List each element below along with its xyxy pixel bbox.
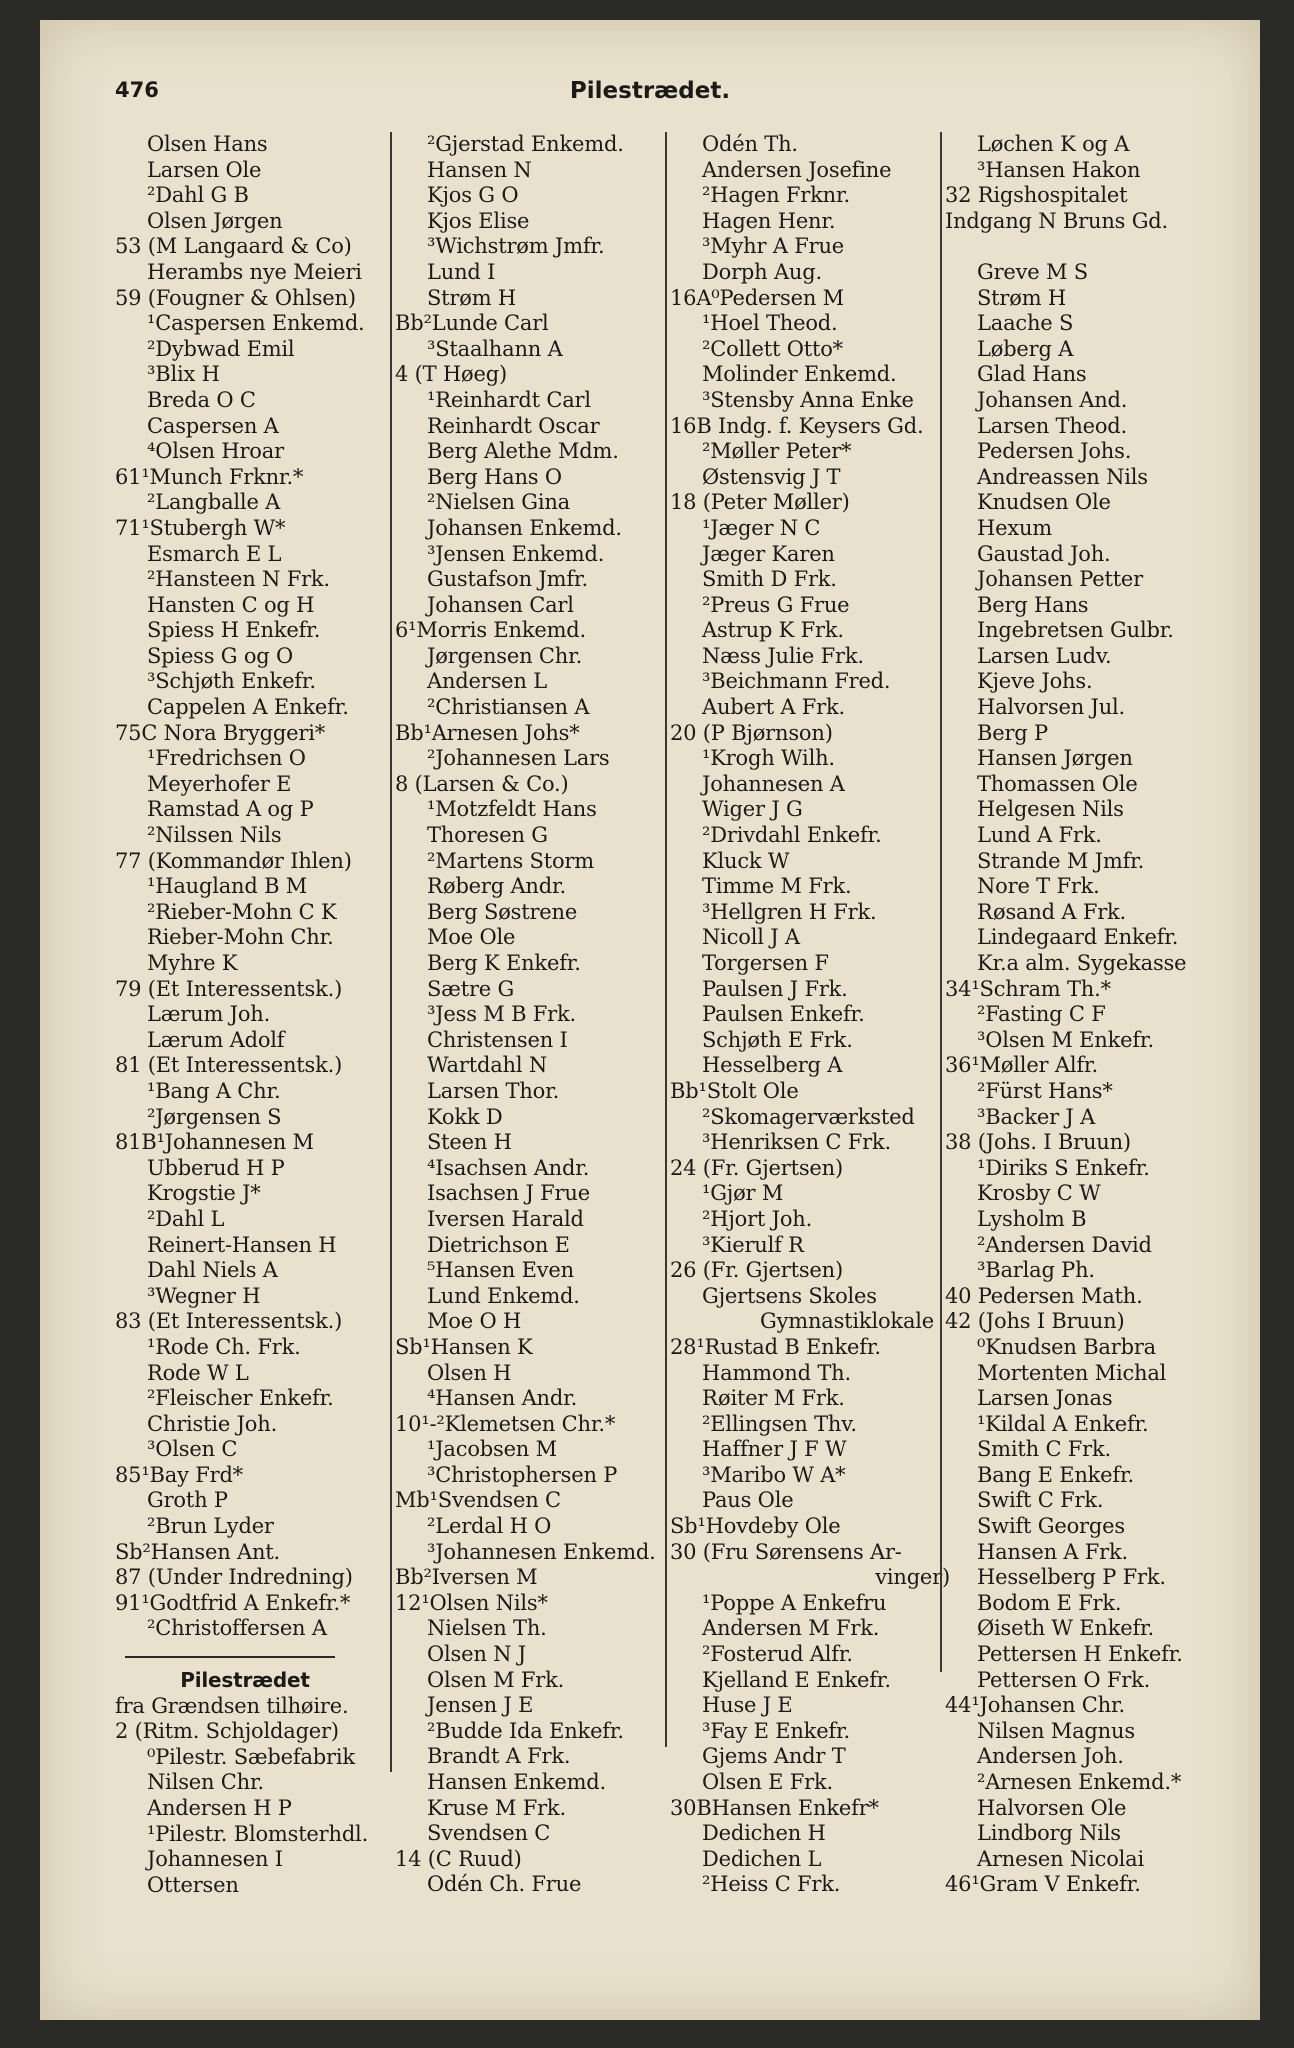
directory-entry: ³Hansen Hakon <box>977 157 1141 182</box>
directory-entry: Esmarch E L <box>147 541 282 566</box>
directory-entry: ³Fay E Enkefr. <box>702 1718 851 1743</box>
directory-entry: 42 (Johs I Bruun) <box>945 1309 1125 1334</box>
directory-entry: fra Grændsen tilhøire. <box>115 1693 349 1718</box>
directory-entry: 8 (Larsen & Co.) <box>395 771 569 796</box>
directory-entry: 20 (P Bjørnson) <box>670 720 833 745</box>
directory-entry: Kr.a alm. Sygekasse <box>977 951 1187 975</box>
directory-entry: 34¹Schram Th.* <box>945 976 1111 1001</box>
directory-entry: Dorph Aug. <box>702 259 822 284</box>
directory-entry: Lysholm B <box>977 1206 1087 1231</box>
directory-entry: Pedersen Johs. <box>977 439 1132 464</box>
column-2 <box>395 132 675 1898</box>
directory-entry: ²Fleischer Enkefr. <box>147 1386 334 1411</box>
directory-entry: 46¹Gram V Enkefr. <box>945 1872 1141 1897</box>
directory-entry: ²Hagen Frknr. <box>702 183 850 208</box>
directory-entry <box>945 234 1245 260</box>
directory-entry: Gustafson Jmfr. <box>427 567 588 592</box>
directory-entry: ²Nielsen Gina <box>427 490 570 515</box>
directory-entry: ²Brun Lyder <box>147 1514 274 1539</box>
directory-entry: Lindegaard Enkefr. <box>977 925 1179 950</box>
directory-entry: Aubert A Frk. <box>702 695 845 720</box>
directory-entry: Thoresen G <box>427 823 548 848</box>
directory-entry: Lindborg Nils <box>977 1821 1121 1846</box>
directory-entry: Hammond Th. <box>702 1360 851 1385</box>
directory-entry: Wartdahl N <box>427 1053 548 1078</box>
directory-entry: Sætre G <box>427 976 515 1001</box>
directory-entry: 2 (Ritm. Schjoldager) <box>115 1719 339 1744</box>
directory-entry: ³Jess M B Frk. <box>427 1002 576 1027</box>
directory-entry: Gymnastiklokale <box>760 1309 935 1334</box>
directory-entry: 36¹Møller Alfr. <box>945 1053 1098 1078</box>
directory-entry: Gjems Andr T <box>702 1744 846 1769</box>
directory-entry: ²Møller Peter* <box>702 439 852 464</box>
directory-entry: 75C Nora Bryggeri* <box>115 720 326 745</box>
section-divider <box>125 1656 335 1658</box>
directory-entry: Bb²Iversen M <box>395 1565 538 1590</box>
directory-entry: ³Wegner H <box>147 1283 261 1308</box>
directory-entry: Andreassen Nils <box>977 464 1148 489</box>
directory-entry: Larsen Thor. <box>427 1078 560 1103</box>
directory-entry: Olsen M Frk. <box>427 1667 565 1692</box>
directory-entry: Wiger J G <box>702 797 803 822</box>
directory-entry: Dietrichson E <box>427 1232 570 1257</box>
column-3 <box>670 132 950 1898</box>
directory-entry: Hansen Jørgen <box>977 746 1133 771</box>
directory-entry: ¹Rode Ch. Frk. <box>147 1334 301 1359</box>
directory-entry: Helgesen Nils <box>977 797 1124 822</box>
directory-entry: ³Johannesen Enkemd. <box>427 1539 656 1564</box>
directory-entry: Groth P <box>147 1488 228 1513</box>
directory-entry: Bang E Enkefr. <box>977 1462 1134 1487</box>
directory-entry: Arnesen Nicolai <box>977 1846 1145 1871</box>
directory-entry: ²Jørgensen S <box>147 1104 282 1129</box>
directory-entry: Nicoll J A <box>702 925 800 950</box>
directory-entry: Nielsen Th. <box>427 1616 547 1641</box>
directory-entry: ²Andersen David <box>977 1232 1152 1257</box>
directory-entry: Berg Hans O <box>427 464 562 489</box>
directory-entry: ⁰Knudsen Barbra <box>977 1334 1156 1359</box>
directory-entry: Astrup K Frk. <box>702 618 844 643</box>
directory-entry: Johansen Carl <box>427 592 574 617</box>
directory-entry: Schjøth E Frk. <box>702 1027 853 1052</box>
directory-entry: ⁵Hansen Even <box>427 1258 574 1283</box>
directory-entry: ³Kierulf R <box>702 1232 804 1257</box>
directory-entry: ⁴Olsen Hroar <box>147 439 284 464</box>
directory-entry: ³Olsen C <box>147 1437 238 1462</box>
directory-entry: Rode W L <box>147 1360 249 1385</box>
directory-entry: ³Wichstrøm Jmfr. <box>427 234 605 259</box>
directory-entry: Laache S <box>977 311 1074 336</box>
directory-entry: Spiess H Enkefr. <box>147 618 321 643</box>
directory-entry: ²Drivdahl Enkefr. <box>702 823 882 848</box>
directory-entry: Molinder Enkemd. <box>702 362 897 387</box>
directory-entry: Ramstad A og P <box>147 797 314 822</box>
directory-entry: ¹Gjør M <box>702 1181 784 1206</box>
directory-entry: ¹Reinhardt Carl <box>427 387 591 412</box>
directory-entry: ²Heiss C Frk. <box>702 1872 841 1897</box>
directory-entry: 24 (Fr. Gjertsen) <box>670 1155 843 1180</box>
directory-entry: Olsen N J <box>427 1642 527 1667</box>
directory-entry: ⁴Isachsen Andr. <box>427 1155 590 1180</box>
directory-entry: Gjertsens Skoles <box>702 1283 877 1308</box>
directory-entry: Ottersen <box>147 1872 239 1897</box>
directory-entry: Olsen Hans <box>147 132 268 156</box>
directory-entry: ¹Kildal A Enkefr. <box>977 1411 1149 1436</box>
directory-entry: Johannesen A <box>702 771 845 796</box>
directory-entry: Timme M Frk. <box>702 874 852 899</box>
directory-entry: 30 (Fru Sørensens Ar- <box>670 1539 902 1564</box>
directory-entry: ²Rieber-Mohn C K <box>147 899 337 924</box>
directory-entry: ²Dybwad Emil <box>147 336 295 361</box>
directory-entry: Caspersen A <box>147 413 279 438</box>
page-number: 476 <box>115 78 159 102</box>
directory-entry: ¹Krogh Wilh. <box>702 746 835 771</box>
directory-entry: 10¹-²Klemetsen Chr.* <box>395 1411 616 1436</box>
directory-entry: 16B Indg. f. Keysers Gd. <box>670 413 924 438</box>
directory-entry: Bodom E Frk. <box>977 1590 1122 1615</box>
directory-entry: 71¹Stubergh W* <box>115 515 286 540</box>
directory-entry: 40 Pedersen Math. <box>945 1283 1143 1308</box>
directory-entry: 61¹Munch Frknr.* <box>115 464 304 489</box>
directory-entry: ¹Pilestr. Blomsterhdl. <box>147 1821 369 1846</box>
directory-entry: ⁰Pilestr. Sæbefabrik <box>147 1744 355 1769</box>
directory-entry: 32 Rigshospitalet <box>945 183 1128 208</box>
directory-entry: 28¹Rustad B Enkefr. <box>670 1334 881 1359</box>
directory-entry: Smith D Frk. <box>702 567 837 592</box>
directory-entry: Nore T Frk. <box>977 874 1100 899</box>
directory-entry: Andersen Josefine <box>702 157 892 182</box>
directory-entry: 53 (M Langaard & Co) <box>115 234 352 259</box>
directory-entry: Berg Alethe Mdm. <box>427 439 619 464</box>
directory-entry: Røberg Andr. <box>427 874 567 899</box>
directory-entry: Paulsen J Frk. <box>702 976 848 1001</box>
directory-entry: ¹Caspersen Enkemd. <box>147 311 365 336</box>
directory-entry: ²Lerdal H O <box>427 1514 552 1539</box>
directory-entry: Torgersen F <box>702 951 829 975</box>
directory-entry: Christie Joh. <box>147 1411 278 1436</box>
directory-entry: Kjos Elise <box>427 208 530 233</box>
directory-entry: ³Hellgren H Frk. <box>702 899 877 924</box>
directory-entry: Reinert-Hansen H <box>147 1232 337 1257</box>
directory-entry: Kjos G O <box>427 183 519 208</box>
directory-entry: ²Fosterud Alfr. <box>702 1642 853 1667</box>
directory-entry: Bb¹Arnesen Johs* <box>395 720 580 745</box>
column-1 <box>115 132 395 1898</box>
directory-entry: Krogstie J* <box>147 1181 261 1206</box>
directory-entry: ²Christiansen A <box>427 695 590 720</box>
directory-entry: Halvorsen Ole <box>977 1795 1127 1820</box>
directory-entry: ³Christophersen P <box>427 1462 618 1487</box>
directory-entry: ²Hjort Joh. <box>702 1206 813 1231</box>
column-divider <box>940 132 942 1672</box>
directory-entry: Johansen And. <box>977 387 1128 412</box>
directory-entry: Johansen Petter <box>977 567 1143 592</box>
directory-entry: Moe Ole <box>427 925 516 950</box>
directory-entry: Berg K Enkefr. <box>427 951 581 975</box>
directory-entry: Smith C Frk. <box>977 1437 1112 1462</box>
directory-entry: Berg P <box>977 720 1048 745</box>
directory-entry: Hansen Enkemd. <box>427 1770 607 1794</box>
directory-entry: Ingebretsen Gulbr. <box>977 618 1174 643</box>
directory-entry: Johannesen I <box>147 1847 283 1872</box>
directory-entry: Andersen Joh. <box>977 1744 1124 1769</box>
directory-entry: ¹Bang A Chr. <box>147 1078 281 1103</box>
directory-entry: Swift C Frk. <box>977 1488 1104 1513</box>
directory-entry: ²Fasting C F <box>977 1002 1106 1027</box>
directory-entry: Haffner J F W <box>702 1437 847 1462</box>
directory-entry: ²Martens Storm <box>427 848 594 873</box>
directory-entry: Johansen Enkemd. <box>427 515 622 540</box>
directory-entry: Thomassen Ole <box>977 771 1138 796</box>
directory-entry: Nilsen Chr. <box>147 1770 265 1795</box>
directory-entry: ²Collett Otto* <box>702 336 843 361</box>
directory-entry: Larsen Jonas <box>977 1386 1113 1411</box>
directory-entry: ²Johannesen Lars <box>427 746 610 771</box>
directory-entry: ¹Fredrichsen O <box>147 746 306 771</box>
directory-entry: 4 (T Høeg) <box>395 362 507 387</box>
directory-entry: ³Maribo W A* <box>702 1462 846 1487</box>
directory-entry: Larsen Ludv. <box>977 643 1112 668</box>
directory-entry: Kluck W <box>702 848 790 873</box>
directory-entry: 91¹Godtfrid A Enkefr.* <box>115 1590 351 1615</box>
directory-entry: Reinhardt Oscar <box>427 413 600 438</box>
section-heading: Pilestrædet <box>180 1668 310 1693</box>
directory-entry: ²Dahl G B <box>147 183 249 208</box>
column-divider <box>390 132 392 1772</box>
directory-entry: Paus Ole <box>702 1488 794 1513</box>
directory-entry: ²Christoffersen A <box>147 1616 327 1641</box>
directory-entry: Breda O C <box>147 387 256 412</box>
directory-entry: Kjeve Johs. <box>977 669 1093 694</box>
directory-entry: Sb¹Hovdeby Ole <box>670 1514 841 1539</box>
directory-entry: Olsen Jørgen <box>147 208 283 233</box>
directory-entry: Røsand A Frk. <box>977 899 1127 924</box>
directory-entry: Indgang N Bruns Gd. <box>945 208 1168 233</box>
directory-entry: ¹Poppe A Enkefru <box>702 1590 887 1615</box>
directory-entry: Østensvig J T <box>702 464 841 489</box>
directory-entry: Dahl Niels A <box>147 1258 278 1283</box>
directory-entry: Hansen A Frk. <box>977 1539 1129 1564</box>
directory-entry: Øiseth W Enkefr. <box>977 1616 1155 1641</box>
directory-entry: 85¹Bay Frd* <box>115 1462 243 1487</box>
column-divider <box>665 132 667 1747</box>
directory-entry: Odén Ch. Frue <box>427 1872 582 1897</box>
directory-entry: Swift Georges <box>977 1514 1125 1539</box>
directory-entry: 44¹Johansen Chr. <box>945 1693 1125 1718</box>
directory-entry: ²Fürst Hans* <box>977 1078 1113 1103</box>
directory-entry: Andersen H P <box>147 1796 292 1820</box>
directory-entry: 81 (Et Interessentsk.) <box>115 1053 343 1078</box>
directory-entry: Løberg A <box>977 336 1074 361</box>
directory-entry: Larsen Theod. <box>977 413 1128 438</box>
directory-entry: Mb¹Svendsen C <box>395 1488 561 1513</box>
directory-entry: Pettersen H Enkefr. <box>977 1642 1183 1667</box>
directory-entry: Bb²Lunde Carl <box>395 311 549 336</box>
directory-entry: Christensen I <box>427 1027 568 1052</box>
directory-entry: ¹Jacobsen M <box>427 1437 557 1462</box>
directory-entry: Steen H <box>427 1130 512 1155</box>
directory-entry: Dedichen L <box>702 1846 822 1871</box>
directory-entry: Hesselberg A <box>702 1053 843 1078</box>
directory-entry: Lund Enkemd. <box>427 1283 580 1308</box>
directory-entry: Svendsen C <box>427 1821 551 1846</box>
directory-entry: ¹Haugland B M <box>147 874 308 899</box>
directory-entry: ²Preus G Frue <box>702 592 850 617</box>
directory-entry: ¹Jæger N C <box>702 515 821 540</box>
directory-entry: Olsen H <box>427 1360 512 1385</box>
directory-entry: ³Stensby Anna Enke <box>702 387 914 412</box>
directory-entry: ²Gjerstad Enkemd. <box>427 132 624 156</box>
directory-entry: ³Blix H <box>147 362 220 387</box>
directory-entry: ³Backer J A <box>977 1104 1096 1129</box>
page-header <box>40 78 1260 118</box>
directory-entry: Kokk D <box>427 1104 503 1129</box>
directory-entry: Lærum Joh. <box>147 1002 271 1027</box>
directory-entry: Lærum Adolf <box>147 1027 285 1052</box>
directory-entry: ²Arnesen Enkemd.* <box>977 1770 1182 1794</box>
directory-entry: vinger) <box>875 1565 950 1590</box>
directory-entry: 26 (Fr. Gjertsen) <box>670 1258 843 1283</box>
directory-entry: Strande M Jmfr. <box>977 848 1145 873</box>
directory-entry: Sb¹Hansen K <box>395 1334 533 1359</box>
directory-entry: Myhre K <box>147 951 238 975</box>
directory-entry: ³Henriksen C Frk. <box>702 1130 891 1155</box>
directory-entry: 18 (Peter Møller) <box>670 490 850 515</box>
directory-entry: Jørgensen Chr. <box>427 643 583 668</box>
directory-entry: ¹Hoel Theod. <box>702 311 838 336</box>
directory-entry: ²Skomagerværksted <box>702 1104 915 1129</box>
directory-entry: 12¹Olsen Nils* <box>395 1590 548 1615</box>
directory-entry: Odén Th. <box>702 132 798 156</box>
directory-entry: Paulsen Enkefr. <box>702 1002 865 1027</box>
directory-entry: ³Beichmann Fred. <box>702 669 891 694</box>
directory-entry: ³Schjøth Enkefr. <box>147 669 316 694</box>
directory-entry: Olsen E Frk. <box>702 1770 833 1794</box>
directory-entry: Meyerhofer E <box>147 771 292 796</box>
directory-entry: Glad Hans <box>977 362 1087 387</box>
directory-entry: Pettersen O Frk. <box>977 1667 1151 1692</box>
directory-entry: Dedichen H <box>702 1821 826 1846</box>
directory-entry: 83 (Et Interessentsk.) <box>115 1309 343 1334</box>
directory-entry: ³Staalhann A <box>427 336 563 361</box>
directory-entry: ³Olsen M Enkefr. <box>977 1027 1154 1052</box>
directory-entry: 87 (Under Indredning) <box>115 1565 353 1590</box>
directory-entry: Lund I <box>427 259 496 284</box>
directory-entry: Strøm H <box>977 285 1067 310</box>
directory-entry: ²Langballe A <box>147 490 281 515</box>
directory-entry: ¹Diriks S Enkefr. <box>977 1155 1150 1180</box>
directory-entry: Næss Julie Frk. <box>702 643 864 668</box>
directory-entry: ⁴Hansen Andr. <box>427 1386 578 1411</box>
directory-entry: ²Ellingsen Thv. <box>702 1411 857 1436</box>
directory-entry: Mortenten Michal <box>977 1360 1167 1385</box>
directory-entry: Larsen Ole <box>147 157 262 182</box>
directory-entry: Moe O H <box>427 1309 522 1334</box>
directory-entry: ²Hansteen N Frk. <box>147 567 330 592</box>
directory-entry: 38 (Johs. I Bruun) <box>945 1130 1131 1155</box>
directory-entry: 14 (C Ruud) <box>395 1846 522 1871</box>
directory-entry: Røiter M Frk. <box>702 1386 845 1411</box>
directory-entry: Spiess G og O <box>147 643 294 668</box>
directory-entry: Isachsen J Frue <box>427 1181 590 1206</box>
directory-entry: Hansten C og H <box>147 592 315 617</box>
directory-entry: Gaustad Joh. <box>977 541 1111 566</box>
directory-entry: Huse J E <box>702 1693 793 1718</box>
directory-entry: Nilsen Magnus <box>977 1718 1135 1743</box>
directory-entry: Halvorsen Jul. <box>977 695 1126 720</box>
directory-entry: 16A⁰Pedersen M <box>670 285 844 310</box>
directory-entry: Rieber-Mohn Chr. <box>147 925 334 950</box>
directory-entry: Hansen N <box>427 157 532 182</box>
column-4 <box>945 132 1245 1898</box>
directory-entry: Lund A Frk. <box>977 823 1102 848</box>
directory-page <box>40 20 1260 2020</box>
directory-entry: 79 (Et Interessentsk.) <box>115 976 343 1001</box>
directory-entry: 6¹Morris Enkemd. <box>395 618 587 643</box>
directory-entry: Sb²Hansen Ant. <box>115 1539 281 1564</box>
directory-entry: Knudsen Ole <box>977 490 1111 515</box>
directory-entry: Hesselberg P Frk. <box>977 1565 1166 1590</box>
directory-entry: Kjelland E Enkefr. <box>702 1667 891 1692</box>
directory-entry: ³Jensen Enkemd. <box>427 541 605 566</box>
directory-entry: ²Dahl L <box>147 1206 225 1231</box>
directory-entry: Kruse M Frk. <box>427 1795 566 1820</box>
directory-entry: Løchen K og A <box>977 132 1130 156</box>
directory-entry: Jensen J E <box>427 1693 534 1718</box>
directory-entry: ¹Motzfeldt Hans <box>427 797 597 822</box>
directory-entry: Greve M S <box>977 259 1088 284</box>
directory-entry: Brandt A Frk. <box>427 1744 571 1769</box>
directory-entry: 81B¹Johannesen M <box>115 1130 314 1155</box>
directory-entry: Berg Hans <box>977 592 1089 617</box>
directory-entry: Iversen Harald <box>427 1206 584 1231</box>
directory-entry: 59 (Fougner & Ohlsen) <box>115 285 356 310</box>
directory-entry: Strøm H <box>427 285 517 310</box>
directory-entry: Hexum <box>977 515 1053 540</box>
directory-entry: Cappelen A Enkefr. <box>147 695 349 720</box>
directory-entry: ²Budde Ida Enkefr. <box>427 1718 624 1743</box>
directory-entry: 30BHansen Enkefr* <box>670 1795 879 1820</box>
directory-entry: Bb¹Stolt Ole <box>670 1078 799 1103</box>
directory-entry: ²Nilssen Nils <box>147 823 282 848</box>
page-title: Pilestrædet. <box>569 78 731 104</box>
directory-entry: Herambs nye Meieri <box>147 259 362 284</box>
directory-entry: 77 (Kommandør Ihlen) <box>115 848 352 873</box>
directory-entry: Ubberud H P <box>147 1155 285 1180</box>
directory-entry: Hagen Henr. <box>702 208 836 233</box>
directory-entry: Andersen L <box>427 669 547 694</box>
directory-entry: Berg Søstrene <box>427 899 578 924</box>
directory-entry: Krosby C W <box>977 1181 1101 1206</box>
directory-entry: ³Myhr A Frue <box>702 234 845 259</box>
directory-entry: ³Barlag Ph. <box>977 1258 1095 1283</box>
directory-entry: Jæger Karen <box>702 541 835 566</box>
directory-entry: Andersen M Frk. <box>702 1616 880 1641</box>
